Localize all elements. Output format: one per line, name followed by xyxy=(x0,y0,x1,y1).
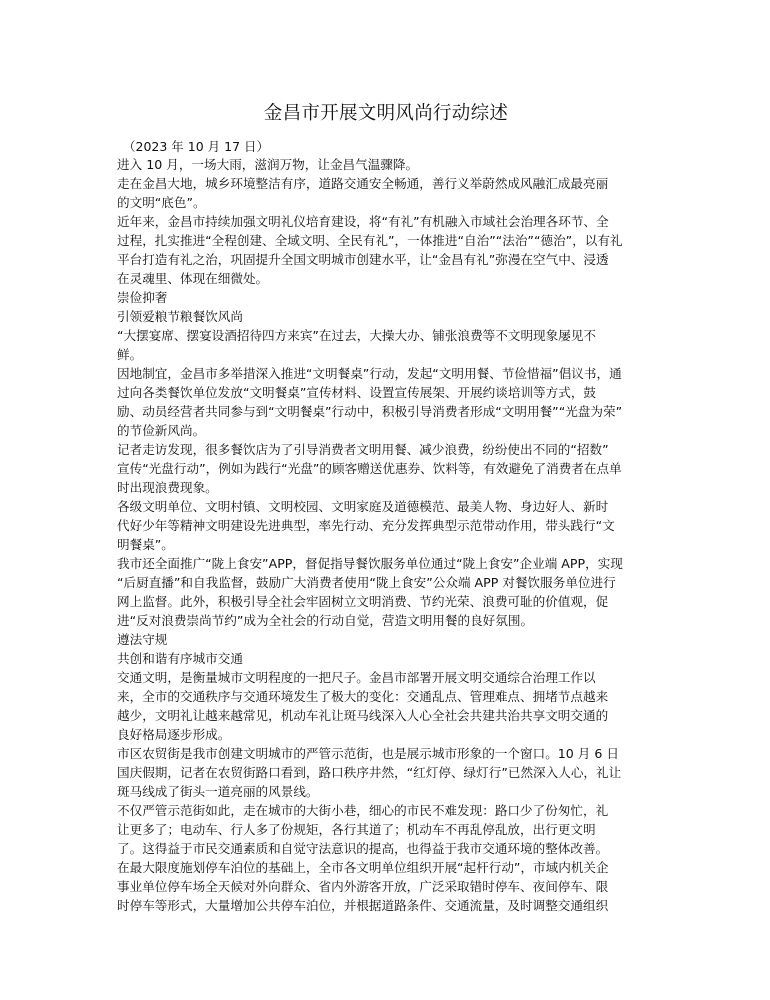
paragraph-line: 在最大限度施划停车泊位的基础上，全市各文明单位组织开展“起杆行动”，市域内机关企 xyxy=(117,860,609,875)
paragraph-line: 近年来，金昌市持续加强文明礼仪培育建设，将“有礼”有机融入市域社会治理各环节、全 xyxy=(117,214,609,229)
paragraph-line: 崇俭抑奢 xyxy=(117,290,168,305)
paragraph-line: 走在金昌大地，城乡环境整洁有序，道路交通安全畅通，善行义举蔚然成风融汇成最亮丽 xyxy=(117,176,609,191)
paragraph-line: 越少，文明礼让越来越常见，机动车礼让斑马线深入人心全社会共建共治共享文明交通的 xyxy=(117,708,609,723)
paragraph-line: 时出现浪费现象。 xyxy=(117,480,218,495)
paragraph-line: 交通文明，是衡量城市文明程度的一把尺子。金昌市部署开展文明交通综合治理工作以 xyxy=(117,670,596,685)
paragraph-line: 在灵魂里、体现在细微处。 xyxy=(117,271,269,286)
article-paragraph xyxy=(117,554,655,630)
paragraph-line: 进入 10 月，一场大雨，滋润万物，让金昌气温骤降。 xyxy=(117,157,419,172)
article-paragraph xyxy=(117,212,655,288)
article-paragraph xyxy=(117,668,655,744)
paragraph-line: 遵法守规 xyxy=(117,632,168,647)
paragraph-line: 了。这得益于市民交通素质和自觉守法意识的提高，也得益于我市交通环境的整体改善。 xyxy=(117,841,609,856)
document-page xyxy=(117,102,655,915)
paragraph-line: 过程，扎实推进“全程创建、全域文明、全民有礼”，一体推进“自治”“法治”“德治”，以有礼 xyxy=(117,233,623,248)
paragraph-line: 明餐桌”。 xyxy=(117,537,174,552)
article-body xyxy=(117,155,655,915)
paragraph-line: 宣传“光盘行动”，例如为践行“光盘”的顾客赠送优惠券、饮料等，有效避免了消费者在点单 xyxy=(117,461,622,476)
article-paragraph xyxy=(117,174,655,212)
paragraph-line: 国庆假期，记者在农贸街路口看到，路口秩序井然，“红灯停、绿灯行”已然深入人心，礼让 xyxy=(117,765,622,780)
paragraph-line: 的文明“底色”。 xyxy=(117,195,206,210)
article-paragraph xyxy=(117,288,655,307)
paragraph-line: 的节俭新风尚。 xyxy=(117,423,206,438)
paragraph-line: 事业单位停车场全天候对外向群众、省内外游客开放，广泛采取错时停车、夜间停车、限 xyxy=(117,879,609,894)
paragraph-line: “大摆宴席、摆宴设酒招待四方来宾”在过去，大操大办、铺张浪费等不文明现象屡见不 xyxy=(117,328,597,343)
paragraph-line: 进“反对浪费崇尚节约”成为全社会的行动自觉，营造文明用餐的良好氛围。 xyxy=(117,613,534,628)
paragraph-line: 斑马线成了街头一道亮丽的风景线。 xyxy=(117,784,319,799)
article-paragraph xyxy=(117,440,655,497)
paragraph-line: 因地制宜，金昌市多举措深入推进“文明餐桌”行动，发起“文明用餐、节俭惜福”倡议书，通 xyxy=(117,366,622,381)
paragraph-line: 良好格局逐步形成。 xyxy=(117,727,231,742)
paragraph-line: 平台打造有礼之治，巩固提升全国文明城市创建水平，让“金昌有礼”弥漫在空气中、浸透 xyxy=(117,252,609,267)
article-paragraph xyxy=(117,744,655,801)
article-paragraph xyxy=(117,155,655,174)
paragraph-line: 网上监督。此外，积极引导全社会牢固树立文明消费、节约光荣、浪费可耻的价值观，促 xyxy=(117,594,609,609)
paragraph-line: 市区农贸街是我市创建文明城市的严管示范街，也是展示城市形象的一个窗口。10 月 6 日 xyxy=(117,746,620,761)
publish-date: （2023 年 10 月 17 日） xyxy=(123,139,269,154)
paragraph-line: 时停车等形式，大量增加公共停车泊位，并根据道路条件、交通流量，及时调整交通组织 xyxy=(117,898,609,913)
paragraph-line: “后厨直播”和自我监督，鼓励广大消费者使用“陇上食安”公众端 APP 对餐饮服务单位进行 xyxy=(117,575,616,590)
paragraph-line: 过向各类餐饮单位发放“文明餐桌”宣传材料、设置宣传展架、开展约谈培训等方式，鼓 xyxy=(117,385,597,400)
page-title: 金昌市开展文明风尚行动综述 xyxy=(263,103,509,124)
article-paragraph xyxy=(117,326,655,364)
paragraph-line: 引领爱粮节粮餐饮风尚 xyxy=(117,309,243,324)
paragraph-line: 记者走访发现，很多餐饮店为了引导消费者文明用餐、减少浪费，纷纷使出不同的“招数” xyxy=(117,442,609,457)
article-paragraph xyxy=(117,364,655,440)
paragraph-line: 来，全市的交通秩序与交通环境发生了极大的变化：交通乱点、管理难点、拥堵节点越来 xyxy=(117,689,609,704)
article-paragraph xyxy=(117,801,655,915)
paragraph-line: 励、动员经营者共同参与到“文明餐桌”行动中，积极引导消费者形成“文明用餐”“光盘为荣” xyxy=(117,404,623,419)
paragraph-line: 代好少年等精神文明建设先进典型，率先行动、充分发挥典型示范带动作用，带头践行“文 xyxy=(117,518,615,533)
article-paragraph xyxy=(117,497,655,554)
paragraph-line: 我市还全面推广“陇上食安”APP，督促指导餐饮服务单位通过“陇上食安”企业端 APP，实现 xyxy=(117,556,623,571)
article-paragraph xyxy=(117,649,655,668)
article-paragraph xyxy=(117,630,655,649)
paragraph-line: 鲜。 xyxy=(117,347,143,362)
paragraph-line: 各级文明单位、文明村镇、文明校园、文明家庭及道德模范、最美人物、身边好人、新时 xyxy=(117,499,609,514)
paragraph-line: 不仅严管示范街如此，走在城市的大街小巷，细心的市民不难发现：路口少了份匆忙，礼 xyxy=(117,803,609,818)
article-paragraph xyxy=(117,307,655,326)
paragraph-line: 让更多了；电动车、行人多了份规矩，各行其道了；机动车不再乱停乱放，出行更文明 xyxy=(117,822,596,837)
paragraph-line: 共创和谐有序城市交通 xyxy=(117,651,243,666)
